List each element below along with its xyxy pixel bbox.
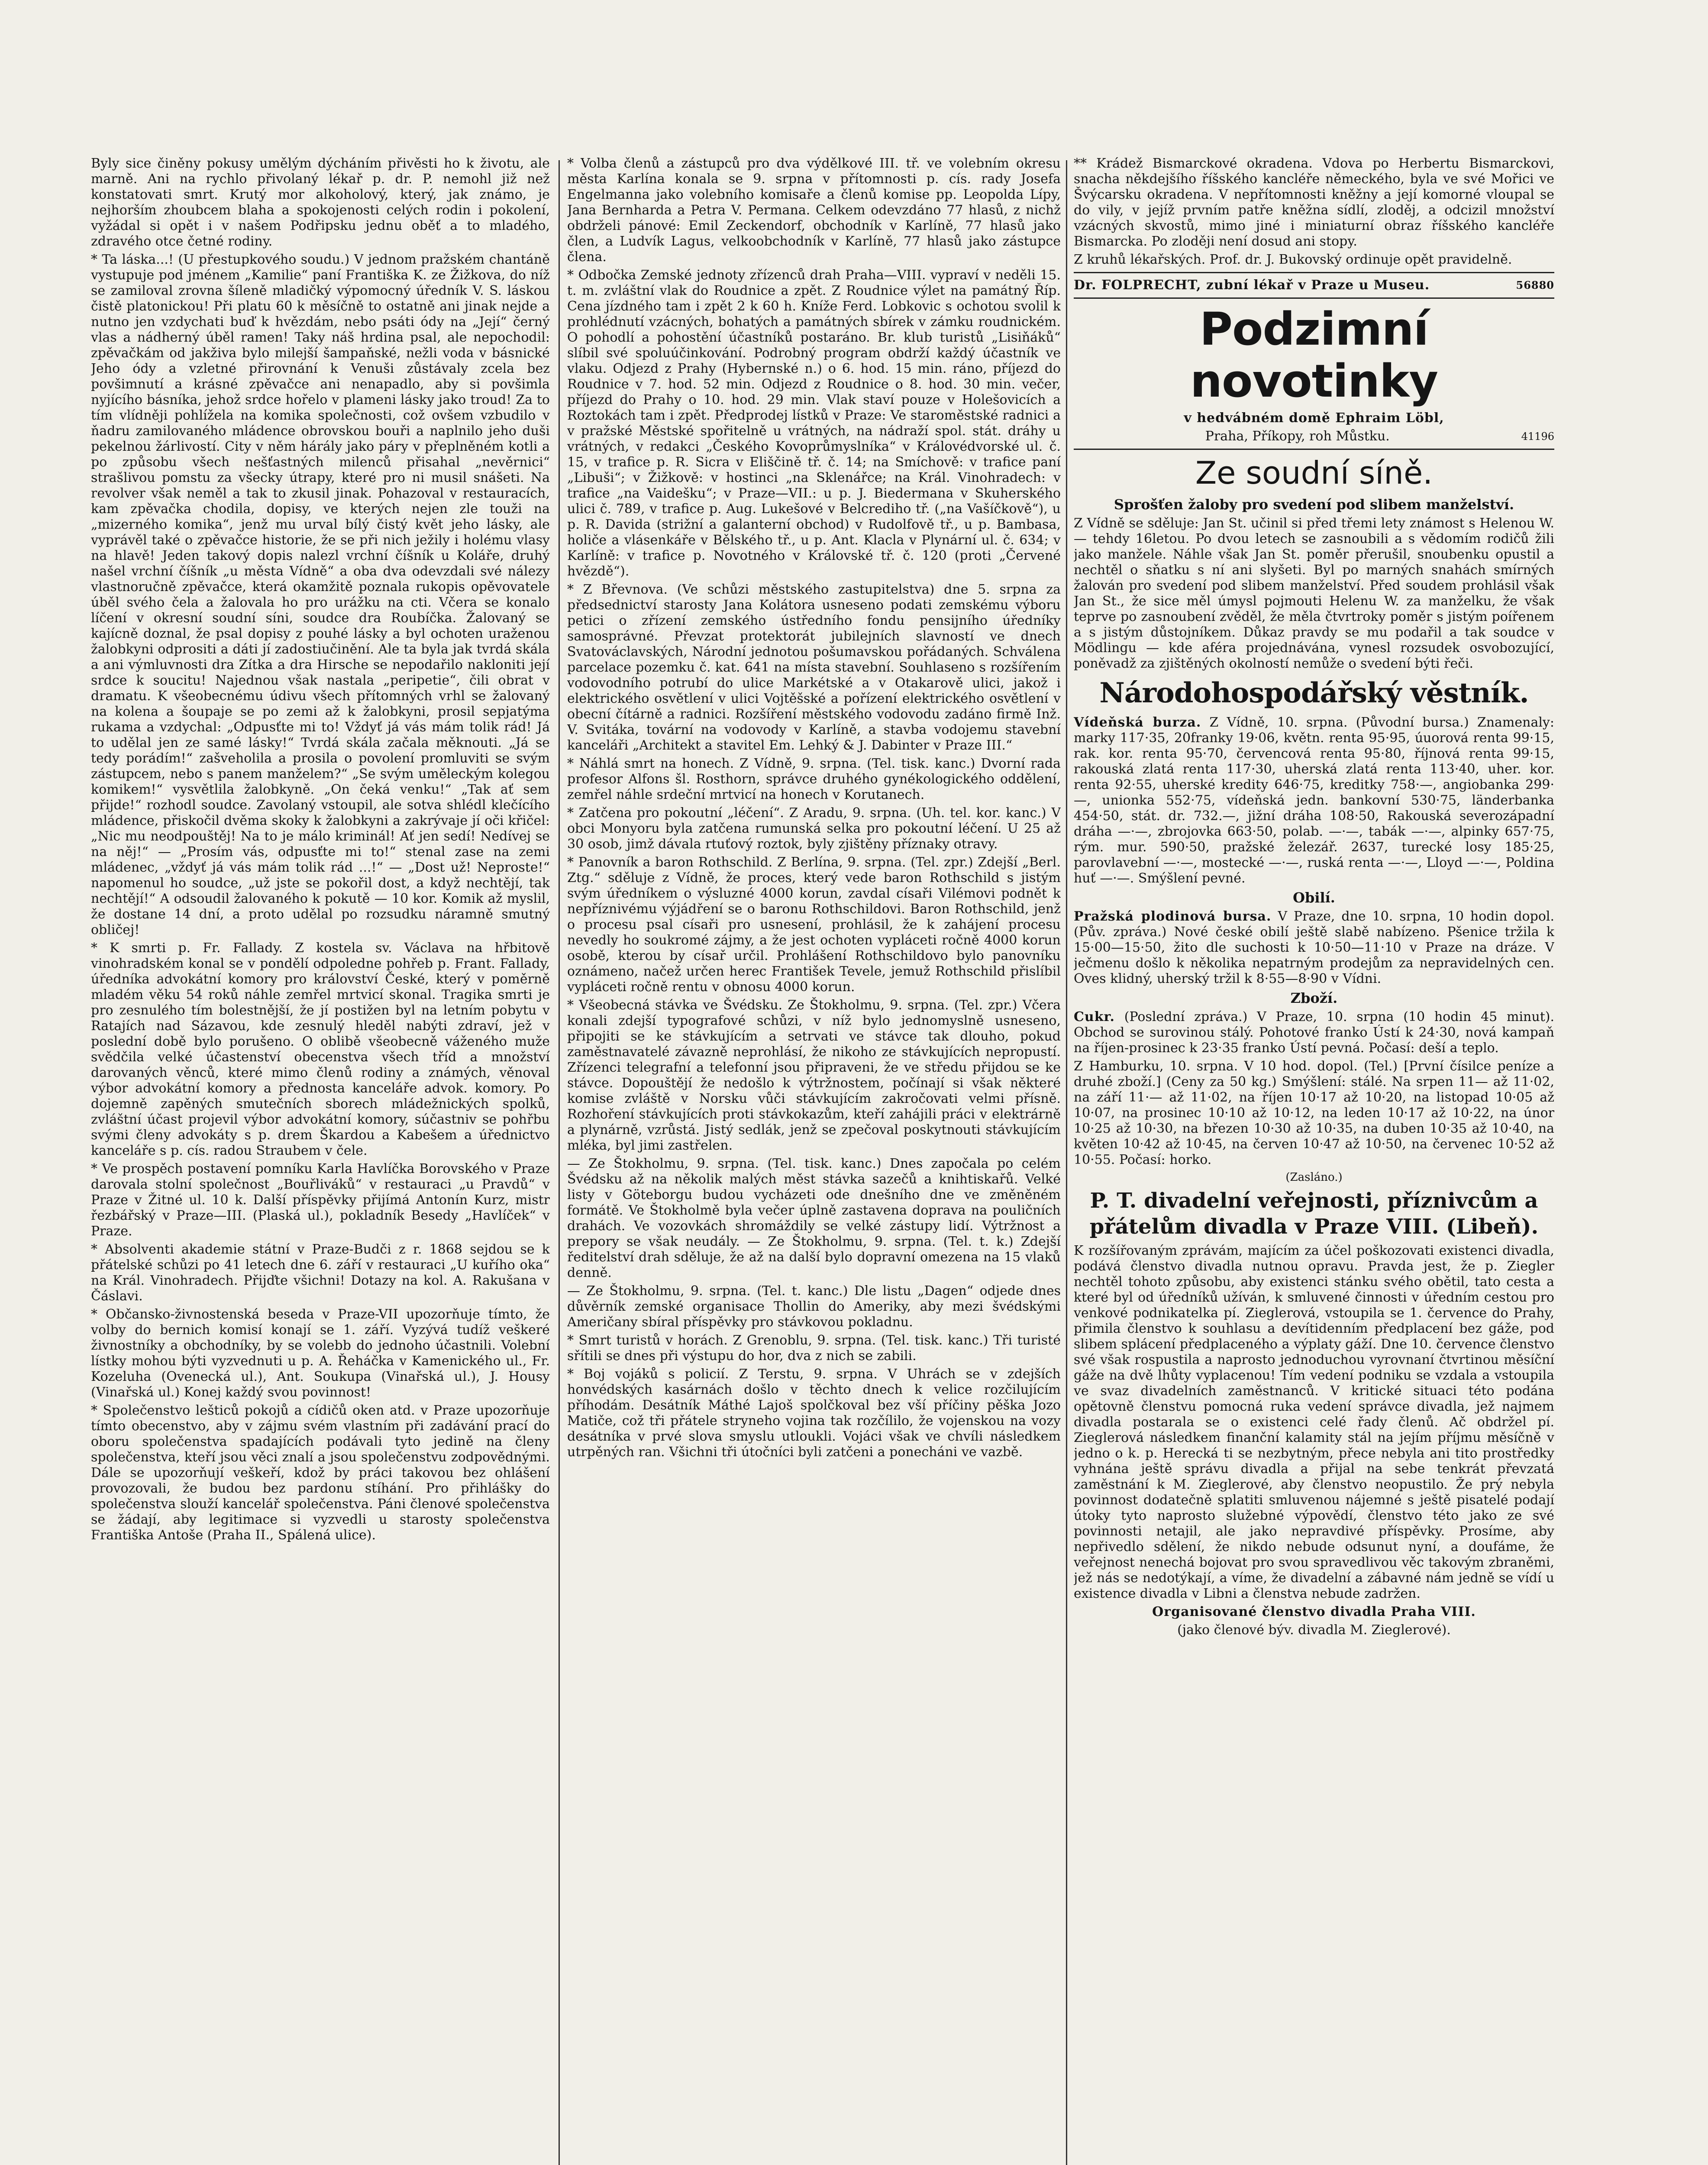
article-absolventi: * Absolventi akademie státní v Praze-Budči z r. 1868 sejdou se k přátelské schůzi po 41 letech dne 6. září v restauraci „U kuřího oka“ na Král. Vinohradech. Přijďte všichni! Dotazy na kol. A. Rakušana v Čáslavi. [91,1242,550,1304]
article-stokholm-1: — Ze Štokholmu, 9. srpna. (Tel. tisk. kanc.) Dnes započala po celém Švédsku až na několik malých měst stávka sazečů a knihtiskařů. Velké listy v Göteborgu budou vycházeti ode dnešního dne ve změněném formátě. Ve Štokholmě byla večer úplně zastavena doprava na pouličních drahách. Ve vozovkách shromáždily se velké zástupy lidí. Výtržnost a prepory se však neudály. — Ze Štokholmu, 9. srpna. (Tel. t. k.) Zdejší ředitelství drah sděluje, že až na další bylo dopravní omezena na 15 vlaků denně. [567,1156,1061,1280]
vienna-bourse [1074,715,1554,886]
article-arad: * Zatčena pro pokoutní „léčení“. Z Aradu, 9. srpna. (Uh. tel. kor. kanc.) V obci Monyoru byla zatčena rumunská selka pro pokoutní léčení. U 25 až 30 osob, jimž dávala rtuťový roztok, byly zjištěny příznaky otravy. [567,805,1061,852]
article-funeral-fallada: * K smrti p. Fr. Fallady. Z kostela sv. Václava na hřbitově vinohradském konal se v pondělí odpoledne pohřeb p. Frant. Fallady, úředníka advokátní komory pro království České, který v poměrně mladém věku 54 roků náhle zemřel mrtvicí skonal. Tragika smrti je pro zesnulého tím bolestnější, že jí postižen byl na letním pobytu v Ratajích nad Sázavou, kde zesnulý hleděl nabýti zdraví, jež v poslední době bylo porušeno. O oblibě všeobecně váženého muže svědčila velké účastenství obecenstva všech tříd a množství darovaných věnců, které mimo členů rodiny a známých, věnoval výbor advokátní komory a přednosta kanceláře advok. komory. Po dojemně zapěných smutečních sborech mládežnických spolků, zvláštní účast projevil výbor advokátní komory, súčastniv se pohřbu svými členy advokáty s p. drem Škardou a Kabešem a úřednictvo kanceláře s p. cís. radou Straubem v čele. [91,940,550,1158]
article-volba-karlin: * Volba členů a zástupců pro dva výdělkové III. tř. ve volebním okresu města Karlína konala se 9. srpna v přítomnosti p. cís. rady Josefa Engelmanna jako volebního komisaře a členů komise pp. Leopolda Lípy, Jana Bernharda a Petra V. Permana. Celkem odevzdáno 77 hlasů, z nichž obdrželi pánové: Emil Zeckendorf, obchodník v Karlíně, 77 hlasů jako člen, a Ludvík Lagus, velkoobchodník v Karlíně, 77 hlasů jako zástupce člena. [567,156,1061,265]
article-terst: * Boj vojáků s policií. Z Terstu, 9. srpna. V Uhrách se v zdejších honvédských kasárnách došlo v těchto dnech k velice rozčilujícím příhodám. Desátník Máthé Lajoš spolčkoval bez vší příčiny pěška Jozo Matiče, což tři přátele stryneho vojina tak rozčílilo, že vojenskou na vozy desátníka v prvé slova smyslu utloukli. Vojáci však ve chvíli následkem utrpěných ran. Všichni tři útočníci byli zatčeni a ponecháni ve vazbě. [567,1367,1061,1460]
divider [1074,449,1554,450]
ad-title-podzimni: Podzimní novotinky [1190,303,1438,407]
column-divider-1 [559,160,560,2165]
section-title-court: Ze soudní síně. [1195,455,1433,491]
grain-bourse-heading: Pražská plodinová bursa. [1074,909,1272,924]
grain-bourse [1074,909,1554,987]
theatre-title: P. T. divadelní veřejnosti, příznivcům a přátelům divadla v Praze VIII. (Libeň). [1089,1189,1539,1239]
article-havlicek-monument: * Ve prospěch postavení pomníku Karla Havlíčka Borovského v Praze darovala stolní společnost „Bouřliváků“ v restauraci „u Pravdů“ v Praze v Žitné ul. 10 k. Další příspěvky přijímá Antonín Kurz, mistr řezbářský v Praze—III. (Plaská ul.), pokladník Besedy „Havlíček“ v Praze. [91,1161,550,1239]
article-odbocka-roudnice: * Odbočka Zemské jednoty zřízenců drah Praha—VIII. vypraví v neděli 15. t. m. zvláštní vlak do Roudnice a zpět. Z Roudnice výlet na památný Říp. Cena jízdného tam i zpět 2 k 60 h. Kníže Ferd. Lobkovic s ochotou svolil k prohlédnutí vzácných, bohatých a památných sbírek v zámku roudnickém. O pohodlí a pohostění účastníků postaráno. Br. klub turistů „Lisiňáků“ slíbil své spoluúčinkování. Podrobný program obdrží každý účastník ve vlaku. Odjezd z Prahy (Hybernské n.) o 6. hod. 15 min. ráno, příjezd do Roudnice v 7. hod. 52 min. Odjezd z Roudnice o 8. hod. 30 min. večer, příjezd do Prahy o 10. hod. 29 min. Vlak staví pouze v Holešovicích a Roztokách tam i zpět. Předprodej lístků v Praze: Ve staroměstské radnici a v pražské Městské spořitelně u vrátných, na nádraží spol. stát. dráhy u vrátných, v redakci „Českého Kovoprůmyslníka“ v Královédvorské ul. č. 15, v trafice p. R. Sicra v Eliščině tř. č. 14; na Smíchově: v trafice paní „Libuši“; v Žižkově: v hostinci „na Sklenářce; na Král. Vinohradech: v trafice „na Vaidešku“; v Praze—VII.: u p. J. Biedermana v Skuherského ulici č. 789, v trafice p. Aug. Lukešové v Belcrediho tř. („na Vašíčkově“), u p. R. Davida (strižní a galanterní obchod) v Rudolfově tř., u p. Bambasa, holiče a vlásenkáře v Bělského tř., u p. Ant. Klacla v Plynární ul. č. 634; v Karlíně: v trafice p. Novotného v Královské tř. č. 120 (proti „Červené hvězdě“). [567,268,1061,579]
sugar-report [1074,1009,1554,1056]
ad-lobl-address: Praha, Příkopy, roh Můstku. [1205,429,1390,444]
vienna-bourse-text: Z Vídně, 10. srpna. (Původní bursa.) Znamenaly: marky 117·35, 20franky 19·06, květn. renta 95·95, úuorová renta 99·15, rak. kor. renta 95·70, červencová renta 95·80, říjnová renta 99·15, rakouská zlatá renta 117·30, uherská zlatá renta 113·40, uher. kor. renta 92·55, uherské kredity 646·75, kreditky 758·—, angiobanka 299·—, unionka 552·75, vídeňská jedn. bankovní 530·75, länderbanka 454·50, stát. dr. 732.—, jižní dráha 108·50, Rakouská severozápadní dráha —·—, zbrojovka 663·50, polab. —·—, tabák —·—, alpinky 657·75, rým. mur. 590·50, pražské železář. 2637, turecké losy 185·25, parovlavební —·—, mostecké —·—, ruská renta —·—, Lloyd —·—, Poldina huť —·—. Smýšlení pevné. [1074,715,1554,886]
section-goods: Zboží. [1290,990,1338,1006]
ad-folprecht-number: 56880 [1516,279,1554,291]
article-grenoble: * Smrt turistů v horách. Z Grenoblu, 9. srpna. (Tel. tisk. kanc.) Tři turisté sřítili se dnes při výstupu do hor, dva z nich se zabili. [567,1333,1061,1364]
divider [1074,272,1554,273]
article-obcanska-beseda: * Občansko-živnostenská beseda v Praze-VII upozorňuje tímto, že volby do bernich komisí konají se 1. září. Vyzývá tudíž veškeré živnostníky a obchodníky, by se volebb do jednoho účastnili. Volební lístky mohou býti vyzvednuti u p. A. Řeháčka v Kamenického ul., Fr. Kozeluha (Ovenecká ul.), Ant. Soukupa (Vinařská ul.), J. Housy (Vinařská ul.) Konej každý svou povinnost! [91,1307,550,1400]
ad-lobl-line1: v hedvábném domě Ephraim Löbl, [1184,410,1444,426]
article-spolecenstvo: * Společenstvo lešticů pokojů a cídičů oken atd. v Praze upozorňuje tímto obecenstvo, aby v zájmu svém vlastním při zadávání prací do oboru společenstva spadajících podávali tyto jedině na členy společenstva, kteří jsou věci znalí a jsou společenstvu zodpovědnými. Dále se upozorňují veškeří, kdož by práci takovou bez ohlášení provozovali, že budou bez pardonu stíhání. Pro přihlášky do společenstva slouží kancelář společenstva. Páni členové společenstva se žádají, aby legitimace si vyzvedli u starosty společenstva Františka Antoše (Praha II., Spálená ulice). [91,1403,550,1543]
column-1 [91,156,550,2165]
article-bismarck: ** Krádež Bismarckové okradena. Vdova po Herbertu Bismarckovi, snacha někdejšího říšského kancléře německého, byla ve své Mořici ve Švýcarsku okradena. V nepřítomnosti kněžny a její komorné vloupal se do vily, v jejíž prvním patře kněžna sídlí, zloděj, a odcizil množství vzácných skvostů, mimo jiné i miniaturní obraz říšského kancléře Bismarcka. Po zloději není dosud ani stopy. [1074,156,1554,249]
theatre-text: K rozšířovaným zprávám, majícím za účel poškozovati existenci divadla, podává členstvo divadla nutnou opravu. Pravda jest, že p. Ziegler nechtěl tohoto způsobu, aby existenci stánku svého obětil, tato cesta a které byl od úředníků užíván, k smluvené činnosti v úředním cestou pro venkové podnikatelka pí. Zieglerová, vstoupila se 1. července do Prahy, přimila členstvo k souhlasu a devítidenním předplacení bez gáže, pod slibem splácení předplaceného a výplaty gáží. Dne 10. července členstvo své však rospustila a naprosto jednoduchou vyrovnaní čtvrtinou měsíční gáže na dvě lhůty vyplacenou! Tím vedení podniku se vzdala a vstoupila ve svaz divadelních zaměstnanců. V kritické situaci této podána opětovně členstvu pomocná ruka vedení správce divadla, jež najmem divadla postarala se o existenci celé řady členů. Ač obdržel pí. Zieglerová následkem finanční kalamity stál na jejím příjmu měsíčně v jedno o k. p. Herecká ti se nezbytným, přece nebyla ani tito prostředky vyhnána ještě správu divadla a přijal na sebe tenkrát převzatá zaměstnání k M. Zieglerové, aby členstvo neopustilo. Že prý nebyla povinnost dodatečně splatiti smluvenou nájemné s ještě pisatelé podají útoky tyto naprosto služebné výpovědí, členstvo této jako ze své povinnosti netajil, ale jako nepravdivé příspěvky. Prosíme, aby nepřivedlo sdělení, že nikdo nebude odsunut nyní, a doufáme, že veřejnost nenechá bojovat pro svou spravedlivou věc takovým zbraněmi, jež nás se nedotýkají, a víme, že divadelní a zábavné nám jedně se vídí u existence divadla v Libni a členstva nebude zadržen. [1074,1243,1554,1601]
divider [1074,297,1554,299]
article-alcohol: Byly sice činěny pokusy umělým dýcháním přivěsti ho k životu, ale marně. Ani na rychlo přivolaný lékař p. dr. P. nemohl již než konstatovati smrt. Krutý mor alkoholový, který, jak známo, je nejhorším zhoubcem blaha a spokojenosti celých rodin i pokolení, vyžádal si opět i v našem Podřipsku jednu oběť a to mladého, zdravého otce četné rodiny. [91,156,550,249]
column-divider-2 [1066,160,1067,2165]
article-stokholm-2: — Ze Štokholmu, 9. srpna. (Tel. t. kanc.) Dle listu „Dagen“ odjede dnes důvěrník zemské organisace Thollin do Ameriky, aby mezi švédskými Američany sbíral příspěvky pro stávkovou pokladnu. [567,1283,1061,1330]
article-rothschild: * Panovník a baron Rothschild. Z Berlína, 9. srpna. (Tel. zpr.) Zdejší „Berl. Ztg.“ sděluje z Vídně, že proces, který vede baron Rothschild s jistým svým úředníkem o výsluzné 4000 korun, zavdal císaři Vilémovi podnět k nepříznivému výjádření se o baronu Rothschildovi. Baron Rothschild, jenž o procesu psal císaři pro usnesení, prohlásil, že k zahájení procesu nevedly ho soukromé zájmy, a že jest ochoten vypláceti ročně 4000 korun osobě, kterou by císař určil. Prohlášení Rothschildovo bylo panovníku oznámeno, načež určen herec František Tevele, jemuž Rothschild přislíbil vypláceti ročně rentu v obnosu 4000 korun. [567,855,1061,995]
hamburg-report: Z Hamburku, 10. srpna. V 10 hod. dopol. (Tel.) [První čísilce peníze a druhé zboží.] (Ceny za 50 kg.) Smýšlení: stálé. Na srpen 11— až 11·02, na září 11·— až 11·02, na říjen 10·17 až 10·20, na listopad 10·05 až 10·07, na prosinec 10·10 až 10·12, na leden 10·17 až 10·22, na únor 10·25 až 10·30, na březen 10·30 až 10·35, na duben 10·35 až 10·40, na květen 10·42 až 10·45, na červen 10·47 až 10·50, na červenec 10·52 až 10·55. Počasí: horko. [1074,1059,1554,1167]
sugar-heading: Cukr. [1074,1009,1115,1024]
section-grain: Obilí. [1293,889,1335,906]
court-subtitle: Sprošťen žaloby pro svedení pod slibem manželství. [1114,496,1514,513]
court-article: Z Vídně se sděluje: Jan St. učinil si před třemi lety známost s Helenou W. — tehdy 16letou. Po dvou letech se zasnoubili a s vědomím rodičů žili jako manžele. Náhle však Jan St. poměr přerušil, snoubenku opustil a nechtěl o sňatku s ní ani slyšeti. Byl po marných snahách smírných žalován pro svedení pod slibem manželství. Před soudem prohlásil však Jan St., že sice měl úmysl pojmouti Helenu W. za manželku, že však teprve po zasnoubení zvěděl, že měla čtvrtroky poměr s jistým poířenem a s jistým důstojníkem. Důkaz pravdy se mu podařil a tak soudce v Mödlingu — kde aféra projednávána, vynesl rozsudek osvobozující, poněvadž za zjištěných okolností nemůže o svedení býti řeči. [1074,516,1554,671]
theatre-signature: Organisované členstvo divadla Praha VIII. [1152,1604,1476,1619]
grain-bourse-text: V Praze, dne 10. srpna, 10 hodin dopol. (Pův. zpráva.) Nové české obilí ještě slabě nabízeno. Pšenice tržila k 15·00—15·50, žito dle suchosti k 10·50—11·10 v Praze na dráze. V ječmenu došlo k několika nepatrným prodejům za nepravidelných cen. Oves klidný, uherský tržil k 8·55—8·90 v Vídni. [1074,909,1554,986]
sugar-text: (Poslední zpráva.) V Praze, 10. srpna (10 hodin 45 minut). Obchod se surovinou stálý. Pohotové franko Ústí k 24·30, nová kampaň na říjen-prosinec k 23·35 franko Ústí pevná. Počasí: deší a teplo. [1074,1009,1554,1056]
vienna-bourse-heading: Vídeňská burza. [1074,715,1201,730]
ad-lobl-line2 [1074,429,1554,444]
ad-folprecht [1074,278,1554,293]
ad-folprecht-text: Dr. FOLPRECHT, zubní lékař v Praze u Museu. [1074,278,1430,293]
article-brevnov: * Z Břevnova. (Ve schůzi městského zastupitelstva) dne 5. srpna za předsednictví starosty Jana Kolátora usneseno podati zemskému výboru petici o zřízení zemského ústředního fondu pensijního úředníky samosprávné. Převzat protektorát jubilejních slavností ve dnech Svatováclavských, Národní jednotou pošumavskou pořádaných. Schválena parcelace pozemku č. kat. 641 na místa stavební. Souhlaseno s rozšířením vodovodního potrubí do ulice Markétské a v Otakarově ulici, jakož i elektrického osvětlení v ulici Vojtěšské a pořízení elektrického osvětlení v obecní čítárně a radnici. Rozšíření městského vodovodu zadáno firmě Inž. V. Svitáka, tovární na vodovody v Karlíně, a stavba vodojemu stavební kanceláři „Architekt a stavitel Em. Lehký & J. Dabinter v Praze III.“ [567,582,1061,753]
article-nahla-smrt: * Náhlá smrt na honech. Z Vídně, 9. srpna. (Tel. tisk. kanc.) Dvorní rada profesor Alfons šl. Rosthorn, správce druhého gynékologického oddělení, zemřel náhle srdeční mrtvicí na honech v Korutanech. [567,756,1061,802]
section-title-economy: Národohospodářský věstník. [1099,677,1529,709]
theatre-signature-note: (jako členové býv. divadla M. Zieglerové). [1177,1622,1451,1638]
sent-label: (Zasláno.) [1285,1171,1343,1184]
notice-lekar: Z kruhů lékařských. Prof. dr. J. Bukovský ordinuje opět pravidelně. [1074,252,1512,267]
column-3 [1074,156,1554,2165]
article-court-love: * Ta láska...! (U přestupkového soudu.) V jednom pražském chantáně vystupuje pod jménem „Kamilie“ paní Františka K. ze Žižkova, do níž se zamiloval zrovna šíleně mladičký výpomocný úředník V. S. láskou čistě platonickou! Při platu 60 k měsíčně to ostatně ani jinak nejde a nutno jen vzdychati buď k hvězdám, nebo psáti ódy na „Její“ černý vlas a nádherný úběl ramen! Taky náš hrdina psal, ale nepochodil: zpěvačkám od jakživa bylo milejší šampaňské, nežli voda v básnické Jeho ódy a vzletné přirovnání k Venuši zůstávaly zcela bez povšimnutí a krásné zpěvačce ani nenapadlo, aby si povšimla nyjícího básníka, jehož srdce hořelo v plameni lásky jako troud! Za to tím vlídněji pohlížela na komika společnosti, což ovšem vzbudilo v ňadru zamilovaného mládence obrovskou bouři a naplnilo jeho duši pekelnou žárlivostí. City v něm hárály jako páry v přeplněném kotli a po způsobu všech nešťastných milenců přisahal „nevěrnici“ strašlivou pomstu za všecky útrapy, které pro ni musil snášeti. Na revolver však neměl a tak to zkusil jinak. Pohazoval v restauracích, kam zpěvačka chodila, dopisy, ve kterých nejen zle touži na „mizerného komika“, jenž mu urval bílý čistý květ jeho lásky, ale vyprávěl také o zpěvačce historie, že se při nich ježily i holému vlasy na hlavě! Jeden takový dopis nalezl vrchní číšník u Koláře, druhý našel vrchní číšník „u města Vídně“ a oba dva odevzdali své nálezy vlastnoručně zpěvačce, která okamžitě poznala rukopis opěvovatele úběl svého čela a žalovala ho pro urážku na cti. Včera se konalo líčení v okresní soudní síni, soudce dra Roubíčka. Žalovaný se kajícně doznal, že psal dopisy z pouhé lásky a byl ochoten uraženou žalobkyni odprositi a dáti jí zadostiučinění. Ale ta byla jak tvrdá skála a ani výmluvnosti dra Zítka a dra Hirsche se nepodařilo nakloniti její srdce k soucitu! Najednou však nastala „peripetie“, čili obrat v dramatu. K všeobecnému údivu všech přítomných vrhl se žalovaný na kolena a šoupaje se po zemi až k žalobkyni, prosil sepjatýma rukama a vzdychal: „Odpusťte mi to! Vždyť já vás mám tolik rád! Já to udělal jen ze samé lásky!“ Tvrdá skála začala měknouti. „Já se tedy porádím!“ zašveholila a prosila o povolení promluviti se svým zástupcem, nebo s panem manželem?“ „Se svým uměleckým kolegou komikem!“ vysvětlila žalobkyně. „On čeká venku!“ „Tak ať sem přijde!“ rozhodl soudce. Zavolaný vstoupil, ale sotva shlédl klečícího mládence, přiskočil dvěma skoky k žalobkyni a zakrývaje jí oči křičel: „Nic mu neodpouštěj! Na to je málo kriminál! Ať jen sedí! Nedívej se na něj!“ — „Prosím vás, odpusťte mi to!“ stenal zase na zemi mládenec, „vždyť já vás mám tolik rád ...!“ — „Dost už! Neproste!“ napomenul ho soudce, „už jste se pokořil dost, a když nechtějí, tak nechtějí!“ A odsoudil žalovaného k pokutě — 10 kor. Komik až myslil, že dostane 14 dní, a proto udělal po rozsudku náramně smutný obličej! [91,252,550,937]
article-stavka-svedsko: * Všeobecná stávka ve Švédsku. Ze Štokholmu, 9. srpna. (Tel. zpr.) Včera konali zdejší typografové schůzi, v níž bylo jednomyslně usneseno, připojiti se ke stávkujícím a setrvati ve stávce tak dlouho, pokud zaměstnavatelé závazně neprohlásí, že nikoho ze stávkujících nepropustí. Zřízenci telegrafní a telefonní jsou připraveni, že ve středu přijdou se ke stávce. Dopouštějí že nedošlo k výtržnostem, počínají si však některé komise zvláště v Norsku vůči stávkujícím zakročovati velmi přísně. Rozhoření stávkujících proti stávkokazům, kteří zahájili práci v elektrárně a plynárně, vzrůstá. Jistý sedlák, jenž se zpečoval poskytnouti stávkujícím mléka, byl jimi zastřelen. [567,998,1061,1153]
ad-lobl-number: 41196 [1521,430,1554,443]
column-2 [567,156,1061,2165]
